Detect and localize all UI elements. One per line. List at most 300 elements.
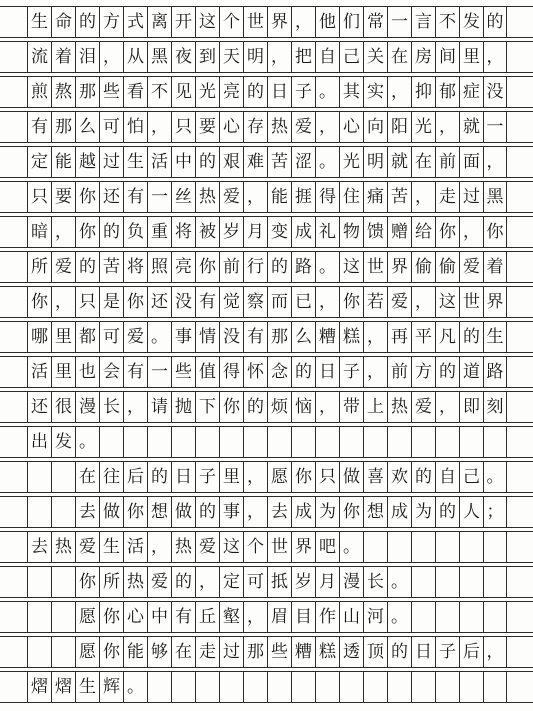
grid-cell: 那 — [75, 76, 99, 108]
grid-cell — [267, 426, 291, 458]
grid-cell: 在 — [171, 636, 195, 668]
grid-cell: 世 — [267, 531, 291, 563]
grid-cell: 界 — [291, 531, 315, 563]
grid-cell: 察 — [243, 286, 267, 318]
grid-cell: 存 — [243, 111, 267, 143]
grid-cell — [171, 671, 195, 703]
grid-cell: 可 — [99, 111, 123, 143]
grid-cell: 过 — [459, 181, 483, 213]
text-row — [0, 286, 533, 318]
grid-cell — [219, 426, 243, 458]
grid-cell — [195, 426, 219, 458]
grid-cell: 路 — [483, 356, 507, 388]
grid-cell: 的 — [435, 356, 459, 388]
grid-cell: 日 — [315, 356, 339, 388]
grid-cell: ， — [147, 531, 171, 563]
grid-cell: ， — [387, 76, 411, 108]
grid-cell: 爱 — [291, 111, 315, 143]
grid-cell: 阳 — [387, 111, 411, 143]
grid-cell — [315, 426, 339, 458]
grid-cell: 岁 — [219, 216, 243, 248]
grid-cell: 这 — [195, 6, 219, 38]
grid-cell: ， — [267, 41, 291, 73]
grid-cell: 壑 — [219, 601, 243, 633]
grid-cell: 定 — [27, 146, 51, 178]
grid-cell: 都 — [75, 321, 99, 353]
grid-cell: 热 — [123, 566, 147, 598]
grid-cell: 情 — [195, 321, 219, 353]
text-row — [0, 566, 533, 598]
grid-cell: 哪 — [27, 321, 51, 353]
grid-cell: 热 — [51, 531, 75, 563]
grid-cell — [51, 566, 75, 598]
grid-cell: 还 — [147, 286, 171, 318]
grid-cell: 没 — [171, 286, 195, 318]
grid-cell: 抑 — [411, 76, 435, 108]
grid-cell: 流 — [27, 41, 51, 73]
grid-cell: 里 — [219, 461, 243, 493]
grid-cell: 路 — [291, 251, 315, 283]
grid-cell: 泪 — [75, 41, 99, 73]
grid-cell: 抵 — [267, 566, 291, 598]
grid-cell: 熠 — [51, 671, 75, 703]
grid-cell: 负 — [123, 216, 147, 248]
grid-cell: 山 — [339, 601, 363, 633]
grid-cell: 你 — [339, 496, 363, 528]
grid-cell: 心 — [339, 111, 363, 143]
grid-cell — [459, 426, 483, 458]
grid-cell: 目 — [291, 601, 315, 633]
grid-cell: 请 — [147, 391, 171, 423]
grid-cell: 只 — [315, 461, 339, 493]
grid-cell: 岁 — [291, 566, 315, 598]
grid-cell: ， — [483, 41, 507, 73]
grid-cell: 在 — [411, 146, 435, 178]
grid-cell: 给 — [411, 216, 435, 248]
grid-cell: ， — [315, 286, 339, 318]
grid-cell: 照 — [147, 251, 171, 283]
text-row — [0, 251, 533, 283]
text-row — [0, 671, 533, 703]
grid-cell: ， — [147, 111, 171, 143]
grid-cell: 行 — [243, 251, 267, 283]
grid-cell: 你 — [75, 566, 99, 598]
grid-cell: ， — [435, 111, 459, 143]
grid-cell: 月 — [243, 216, 267, 248]
grid-cell: 有 — [195, 286, 219, 318]
grid-cell: 漫 — [339, 566, 363, 598]
grid-cell: 向 — [363, 111, 387, 143]
grid-cell: 里 — [459, 41, 483, 73]
grid-cell: 有 — [243, 321, 267, 353]
grid-cell: 抛 — [171, 391, 195, 423]
grid-cell — [219, 671, 243, 703]
grid-cell — [435, 601, 459, 633]
grid-cell — [243, 671, 267, 703]
grid-cell: ， — [363, 321, 387, 353]
grid-cell: 的 — [195, 496, 219, 528]
grid-cell: 苦 — [387, 181, 411, 213]
text-row — [0, 601, 533, 633]
grid-cell: 的 — [291, 356, 315, 388]
grid-cell: 只 — [27, 181, 51, 213]
grid-cell: 活 — [123, 531, 147, 563]
grid-cell: 成 — [291, 496, 315, 528]
grid-cell: 下 — [195, 391, 219, 423]
grid-cell: 热 — [171, 531, 195, 563]
grid-cell: ， — [99, 41, 123, 73]
grid-cell: 被 — [195, 216, 219, 248]
grid-cell: 世 — [363, 251, 387, 283]
grid-cell: 平 — [411, 321, 435, 353]
grid-cell: 那 — [51, 111, 75, 143]
grid-cell: 日 — [411, 636, 435, 668]
grid-cell: 明 — [363, 146, 387, 178]
text-row — [0, 216, 533, 248]
grid-cell: 世 — [459, 286, 483, 318]
grid-cell: 。 — [147, 321, 171, 353]
grid-cell: 的 — [171, 566, 195, 598]
grid-cell: 成 — [291, 216, 315, 248]
grid-cell: 么 — [75, 111, 99, 143]
grid-cell: 想 — [147, 496, 171, 528]
grid-cell — [435, 566, 459, 598]
grid-cell: 。 — [75, 426, 99, 458]
grid-cell — [435, 671, 459, 703]
grid-cell: 个 — [219, 6, 243, 38]
grid-cell — [483, 566, 507, 598]
grid-cell: 爱 — [51, 251, 75, 283]
grid-cell: 觉 — [219, 286, 243, 318]
grid-cell: 眉 — [267, 601, 291, 633]
grid-cell: 一 — [483, 111, 507, 143]
grid-cell: 可 — [243, 566, 267, 598]
grid-cell: 你 — [483, 216, 507, 248]
grid-cell: 变 — [267, 216, 291, 248]
grid-cell: 界 — [483, 286, 507, 318]
grid-cell: 喜 — [363, 461, 387, 493]
grid-cell: 走 — [435, 181, 459, 213]
grid-cell: 界 — [267, 6, 291, 38]
grid-cell: 言 — [411, 6, 435, 38]
grid-cell: 值 — [195, 356, 219, 388]
grid-cell: 愿 — [267, 461, 291, 493]
grid-cell: 烦 — [267, 391, 291, 423]
grid-cell — [363, 531, 387, 563]
grid-cell: 走 — [195, 636, 219, 668]
grid-cell: 着 — [483, 251, 507, 283]
grid-cell: 想 — [363, 496, 387, 528]
grid-cell: 没 — [483, 76, 507, 108]
grid-cell — [459, 671, 483, 703]
grid-cell: 所 — [27, 251, 51, 283]
grid-cell: 里 — [51, 321, 75, 353]
grid-cell: 去 — [75, 496, 99, 528]
grid-cell: 馈 — [363, 216, 387, 248]
grid-cell: 丝 — [171, 181, 195, 213]
grid-cell: 的 — [435, 496, 459, 528]
grid-cell: 带 — [339, 391, 363, 423]
grid-cell: 一 — [387, 6, 411, 38]
grid-cell: 其 — [339, 76, 363, 108]
grid-cell: 为 — [411, 496, 435, 528]
grid-cell — [411, 601, 435, 633]
grid-cell — [147, 671, 171, 703]
grid-cell: 自 — [315, 41, 339, 73]
grid-cell: 欢 — [387, 461, 411, 493]
grid-cell: 爱 — [123, 321, 147, 353]
grid-cell: 为 — [315, 496, 339, 528]
grid-cell: 从 — [123, 41, 147, 73]
grid-cell — [387, 671, 411, 703]
grid-cell: 丘 — [195, 601, 219, 633]
grid-cell: ， — [459, 216, 483, 248]
grid-cell: ， — [315, 391, 339, 423]
grid-cell: 己 — [459, 461, 483, 493]
text-row — [0, 461, 533, 493]
grid-cell: 生 — [123, 146, 147, 178]
grid-cell — [339, 426, 363, 458]
grid-cell: 郁 — [435, 76, 459, 108]
grid-cell: 的 — [75, 6, 99, 38]
grid-cell: 很 — [51, 391, 75, 423]
grid-cell — [483, 671, 507, 703]
grid-cell: 将 — [123, 251, 147, 283]
grid-cell: 你 — [75, 216, 99, 248]
grid-cell: 即 — [459, 391, 483, 423]
grid-cell — [123, 426, 147, 458]
grid-cell: 愿 — [75, 636, 99, 668]
grid-cell: ， — [243, 601, 267, 633]
grid-cell: 道 — [459, 356, 483, 388]
grid-cell: 见 — [171, 76, 195, 108]
grid-cell: 人 — [459, 496, 483, 528]
grid-cell: 命 — [51, 6, 75, 38]
grid-cell — [51, 636, 75, 668]
grid-cell — [459, 601, 483, 633]
grid-cell — [195, 671, 219, 703]
grid-cell: 黑 — [483, 181, 507, 213]
text-row — [0, 426, 533, 458]
grid-cell: 上 — [363, 391, 387, 423]
grid-cell: 不 — [435, 6, 459, 38]
grid-cell: 吧 — [315, 531, 339, 563]
grid-cell: 方 — [99, 6, 123, 38]
grid-cell: 重 — [147, 216, 171, 248]
grid-cell: 礼 — [315, 216, 339, 248]
grid-cell: 偷 — [435, 251, 459, 283]
grid-cell: 辉 — [99, 671, 123, 703]
grid-cell: 而 — [267, 286, 291, 318]
grid-cell: 间 — [435, 41, 459, 73]
grid-cell: ， — [195, 566, 219, 598]
grid-cell: ， — [363, 356, 387, 388]
grid-cell: 爱 — [147, 566, 171, 598]
text-row — [0, 496, 533, 528]
grid-cell: 已 — [291, 286, 315, 318]
grid-cell: 发 — [459, 6, 483, 38]
grid-cell: 你 — [219, 391, 243, 423]
grid-cell: 要 — [51, 181, 75, 213]
grid-cell: 就 — [387, 146, 411, 178]
grid-cell: ， — [483, 146, 507, 178]
grid-cell: 爱 — [459, 251, 483, 283]
grid-cell: 。 — [339, 531, 363, 563]
grid-cell: 你 — [123, 496, 147, 528]
grid-cell: 个 — [243, 531, 267, 563]
grid-cell: 糟 — [291, 636, 315, 668]
grid-cell — [99, 426, 123, 458]
grid-cell: 念 — [267, 356, 291, 388]
grid-cell: 热 — [387, 391, 411, 423]
grid-cell — [27, 496, 51, 528]
grid-cell — [171, 426, 195, 458]
grid-cell: 够 — [147, 636, 171, 668]
grid-cell — [27, 601, 51, 633]
grid-cell: 要 — [195, 111, 219, 143]
grid-cell: 出 — [27, 426, 51, 458]
grid-cell: ， — [411, 286, 435, 318]
grid-cell: 有 — [123, 356, 147, 388]
grid-cell: 再 — [387, 321, 411, 353]
grid-cell: 做 — [339, 461, 363, 493]
grid-cell: 前 — [387, 356, 411, 388]
grid-cell: 你 — [27, 286, 51, 318]
grid-cell: 有 — [27, 111, 51, 143]
grid-cell: 里 — [51, 356, 75, 388]
grid-cell: 难 — [243, 146, 267, 178]
grid-cell: ； — [483, 496, 507, 528]
text-row — [0, 6, 533, 38]
text-row — [0, 76, 533, 108]
grid-cell: 的 — [75, 251, 99, 283]
grid-cell: 热 — [195, 181, 219, 213]
text-row — [0, 181, 533, 213]
grid-cell: 前 — [435, 146, 459, 178]
grid-cell: 在 — [75, 461, 99, 493]
grid-cell: 熬 — [51, 76, 75, 108]
grid-cell: 己 — [339, 41, 363, 73]
grid-cell: 就 — [459, 111, 483, 143]
grid-cell: 糕 — [339, 321, 363, 353]
grid-cell: 你 — [75, 181, 99, 213]
grid-cell: 黑 — [147, 41, 171, 73]
text-row — [0, 356, 533, 388]
grid-cell: 事 — [171, 321, 195, 353]
grid-cell: 心 — [123, 601, 147, 633]
grid-cell: 心 — [219, 111, 243, 143]
grid-cell: ， — [411, 181, 435, 213]
text-row — [0, 531, 533, 563]
grid-cell: 前 — [219, 251, 243, 283]
grid-cell: 亮 — [219, 76, 243, 108]
grid-cell: 界 — [387, 251, 411, 283]
grid-cell — [339, 671, 363, 703]
grid-cell: 么 — [291, 321, 315, 353]
grid-cell — [315, 671, 339, 703]
grid-cell: 光 — [195, 76, 219, 108]
grid-cell — [291, 671, 315, 703]
grid-cell: 得 — [219, 356, 243, 388]
grid-cell: 生 — [99, 531, 123, 563]
grid-cell: 。 — [123, 671, 147, 703]
grid-cell: 子 — [339, 356, 363, 388]
grid-cell — [51, 496, 75, 528]
grid-cell: 明 — [243, 41, 267, 73]
text-row — [0, 391, 533, 423]
grid-cell: 那 — [243, 636, 267, 668]
grid-cell: 你 — [123, 286, 147, 318]
grid-cell: 去 — [27, 531, 51, 563]
grid-cell: 。 — [387, 566, 411, 598]
grid-cell: 只 — [171, 111, 195, 143]
grid-cell: 关 — [363, 41, 387, 73]
grid-cell: 着 — [51, 41, 75, 73]
grid-cell: ， — [483, 636, 507, 668]
grid-cell: 暗 — [27, 216, 51, 248]
grid-cell: 的 — [147, 461, 171, 493]
text-row — [0, 321, 533, 353]
grid-cell: 到 — [195, 41, 219, 73]
grid-cell: 亮 — [171, 251, 195, 283]
grid-cell: 天 — [219, 41, 243, 73]
grid-cell: 也 — [75, 356, 99, 388]
grid-cell — [51, 461, 75, 493]
grid-cell: 越 — [75, 146, 99, 178]
grid-cell: 的 — [195, 146, 219, 178]
grid-cell: 日 — [267, 76, 291, 108]
grid-cell: 你 — [339, 286, 363, 318]
grid-cell: 住 — [339, 181, 363, 213]
grid-cell: ， — [123, 391, 147, 423]
grid-cell: 所 — [99, 566, 123, 598]
grid-cell: 捱 — [291, 181, 315, 213]
grid-cell — [363, 426, 387, 458]
grid-cell: 活 — [147, 146, 171, 178]
grid-cell: 过 — [219, 636, 243, 668]
grid-cell: 你 — [99, 601, 123, 633]
grid-cell: 热 — [267, 111, 291, 143]
grid-cell: 光 — [339, 146, 363, 178]
grid-cell: 做 — [171, 496, 195, 528]
grid-cell — [411, 566, 435, 598]
grid-cell: 爱 — [411, 391, 435, 423]
grid-cell: 漫 — [75, 391, 99, 423]
grid-cell — [411, 671, 435, 703]
grid-cell: 式 — [123, 6, 147, 38]
grid-cell: 偷 — [411, 251, 435, 283]
grid-cell: 愿 — [75, 601, 99, 633]
grid-cell: 长 — [99, 391, 123, 423]
grid-cell: 常 — [363, 6, 387, 38]
grid-cell: 他 — [315, 6, 339, 38]
grid-cell: 是 — [99, 286, 123, 318]
grid-cell — [27, 566, 51, 598]
grid-cell: 不 — [147, 76, 171, 108]
grid-cell: 那 — [267, 321, 291, 353]
grid-cell: 会 — [99, 356, 123, 388]
grid-cell: 爱 — [219, 181, 243, 213]
grid-cell: 世 — [243, 6, 267, 38]
grid-cell: 开 — [171, 6, 195, 38]
grid-cell: 日 — [171, 461, 195, 493]
grid-cell: 的 — [243, 391, 267, 423]
grid-cell: ， — [315, 111, 339, 143]
grid-cell: 这 — [219, 531, 243, 563]
grid-cell: 后 — [459, 636, 483, 668]
grid-cell — [27, 636, 51, 668]
grid-cell: 糕 — [315, 636, 339, 668]
